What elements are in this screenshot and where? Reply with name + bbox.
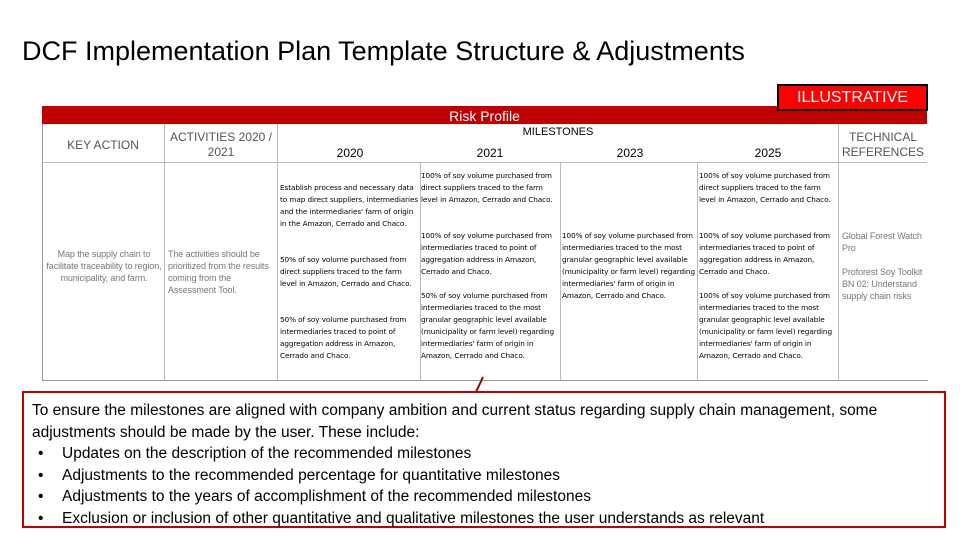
technical-ref-gfw: Global Forest Watch Pro [842, 231, 922, 253]
note-list [32, 443, 936, 529]
year-2023: 2023 [616, 146, 644, 160]
column-divider [560, 162, 561, 380]
list-item: • Adjustments to the years of accomplishment of the recommended milestones [32, 486, 936, 508]
header-technical-references: TECHNICAL REFERENCES [841, 130, 924, 159]
milestone-2025-aggregation: 100% of soy volume purchased from intermediaries traced to point of aggregation address in Amazon, Cerrado and Chaco. [699, 231, 830, 276]
key-action-text: Map the supply chain to facilitate traceability to region, municipality, and farm. [46, 249, 162, 283]
milestone-2021-granular: 50% of soy volume purchased from intermediaries traced to the most granular geographic level available (municipality or farm level) regarding intermediaries' farm of origin in Amazon, Cerrado and Chaco. [421, 291, 554, 360]
illustrative-badge: ILLUSTRATIVE [777, 84, 928, 111]
milestone-2025-granular: 100% of soy volume purchased from intermediaries traced to the most granular geographic level available (municipality or farm level) regarding intermediaries' farm of origin in Amazon, Cerrado and Chaco. [699, 291, 832, 360]
list-item: • Adjustments to the recommended percentage for quantitative milestones [32, 465, 936, 487]
milestone-2020-process: Establish process and necessary data to map direct suppliers, intermediaries and the intermediaries' farm of origin in the Amazon, Cerrado and Chaco. [280, 183, 419, 228]
risk-profile-bar: Risk Profile [42, 106, 927, 124]
year-2020: 2020 [336, 146, 364, 160]
header-key-action: KEY ACTION [67, 138, 139, 152]
activities-text: The activities should be prioritized from the results coming from the Assessment Tool. [168, 249, 269, 295]
technical-ref-proforest: Proforest Soy Toolkit BN 02: Understand supply chain risks [842, 267, 923, 301]
header-activities: ACTIVITIES 2020 / 2021 [169, 130, 273, 159]
year-2025: 2025 [754, 146, 782, 160]
bullet-icon: • [38, 509, 44, 527]
list-item: • Exclusion or inclusion of other quantitative and qualitative milestones the user understands as relevant [32, 508, 936, 530]
bullet-icon: • [38, 466, 44, 484]
bullet-icon: • [38, 445, 44, 462]
header-milestones: MILESTONES [522, 126, 594, 138]
milestone-2021-aggregation: 100% of soy volume purchased from intermediaries traced to point of aggregation address in Amazon, Cerrado and Chaco. [421, 231, 552, 276]
bullet-icon: • [38, 488, 44, 505]
page-title: DCF Implementation Plan Template Structure & Adjustments [22, 36, 745, 66]
header-divider [42, 162, 927, 163]
milestone-2021-direct-suppliers: 100% of soy volume purchased from direct suppliers traced to the farm level in Amazon, Cerrado and Chaco. [421, 171, 553, 204]
adjustments-note [22, 391, 946, 528]
year-2021: 2021 [476, 146, 504, 160]
milestone-2025-direct-suppliers: 100% of soy volume purchased from direct suppliers traced to the farm level in Amazon, Cerrado and Chaco. [699, 171, 831, 204]
milestone-2020-direct-suppliers: 50% of soy volume purchased from direct suppliers traced to the farm level in Amazon, Cerrado and Chaco. [280, 255, 412, 288]
list-item: • Updates on the description of the recommended milestones [32, 443, 936, 465]
milestone-2020-intermediaries: 50% of soy volume purchased from intermediaries traced to point of aggregation address in Amazon, Cerrado and Chaco. [280, 315, 407, 360]
milestone-2023-granular: 100% of soy volume purchased from intermediaries traced to the most granular geographic level available (municipality or farm level) regarding intermediaries' farm of origin in Amazon, Cerrado and Chaco. [562, 231, 695, 300]
note-intro: To ensure the milestones are aligned with company ambition and current status regarding supply chain management, some adjustments should be made by the user. These include: [32, 402, 878, 441]
